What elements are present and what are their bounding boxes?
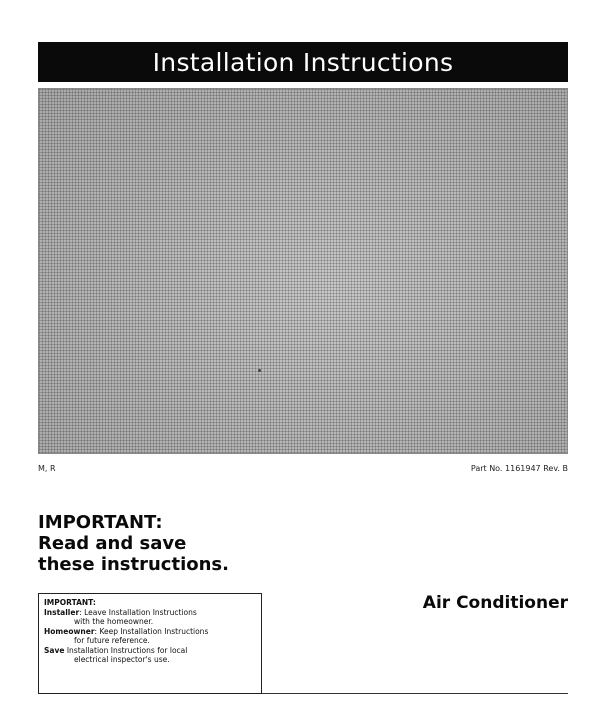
divider-rule (262, 693, 568, 694)
important-heading (38, 512, 338, 575)
document-title: Installation Instructions (152, 47, 454, 77)
product-name: Air Conditioner (422, 593, 568, 613)
notice-installer: Installer: Leave Installation Instructions (44, 607, 197, 617)
important-heading-line: Read and save (38, 533, 187, 554)
product-photo (38, 88, 568, 454)
photo-artifact (258, 369, 261, 372)
part-number-caption: Part No. 1161947 Rev. B (470, 464, 568, 473)
important-heading-line: these instructions. (38, 554, 229, 575)
notice-homeowner: Homeowner: Keep Installation Instructions (44, 626, 209, 636)
document-title-bar (38, 42, 568, 82)
notice-box (38, 593, 262, 694)
important-heading-line: IMPORTANT: (38, 512, 163, 533)
notice-homeowner-cont: for future reference. (74, 636, 150, 645)
notice-save-cont: electrical inspector's use. (74, 655, 170, 664)
notice-save: Save Installation Instructions for local (44, 645, 188, 655)
model-caption: M, R (38, 464, 56, 473)
notice-installer-cont: with the homeowner. (74, 617, 154, 626)
notice-heading: IMPORTANT: (44, 598, 96, 607)
